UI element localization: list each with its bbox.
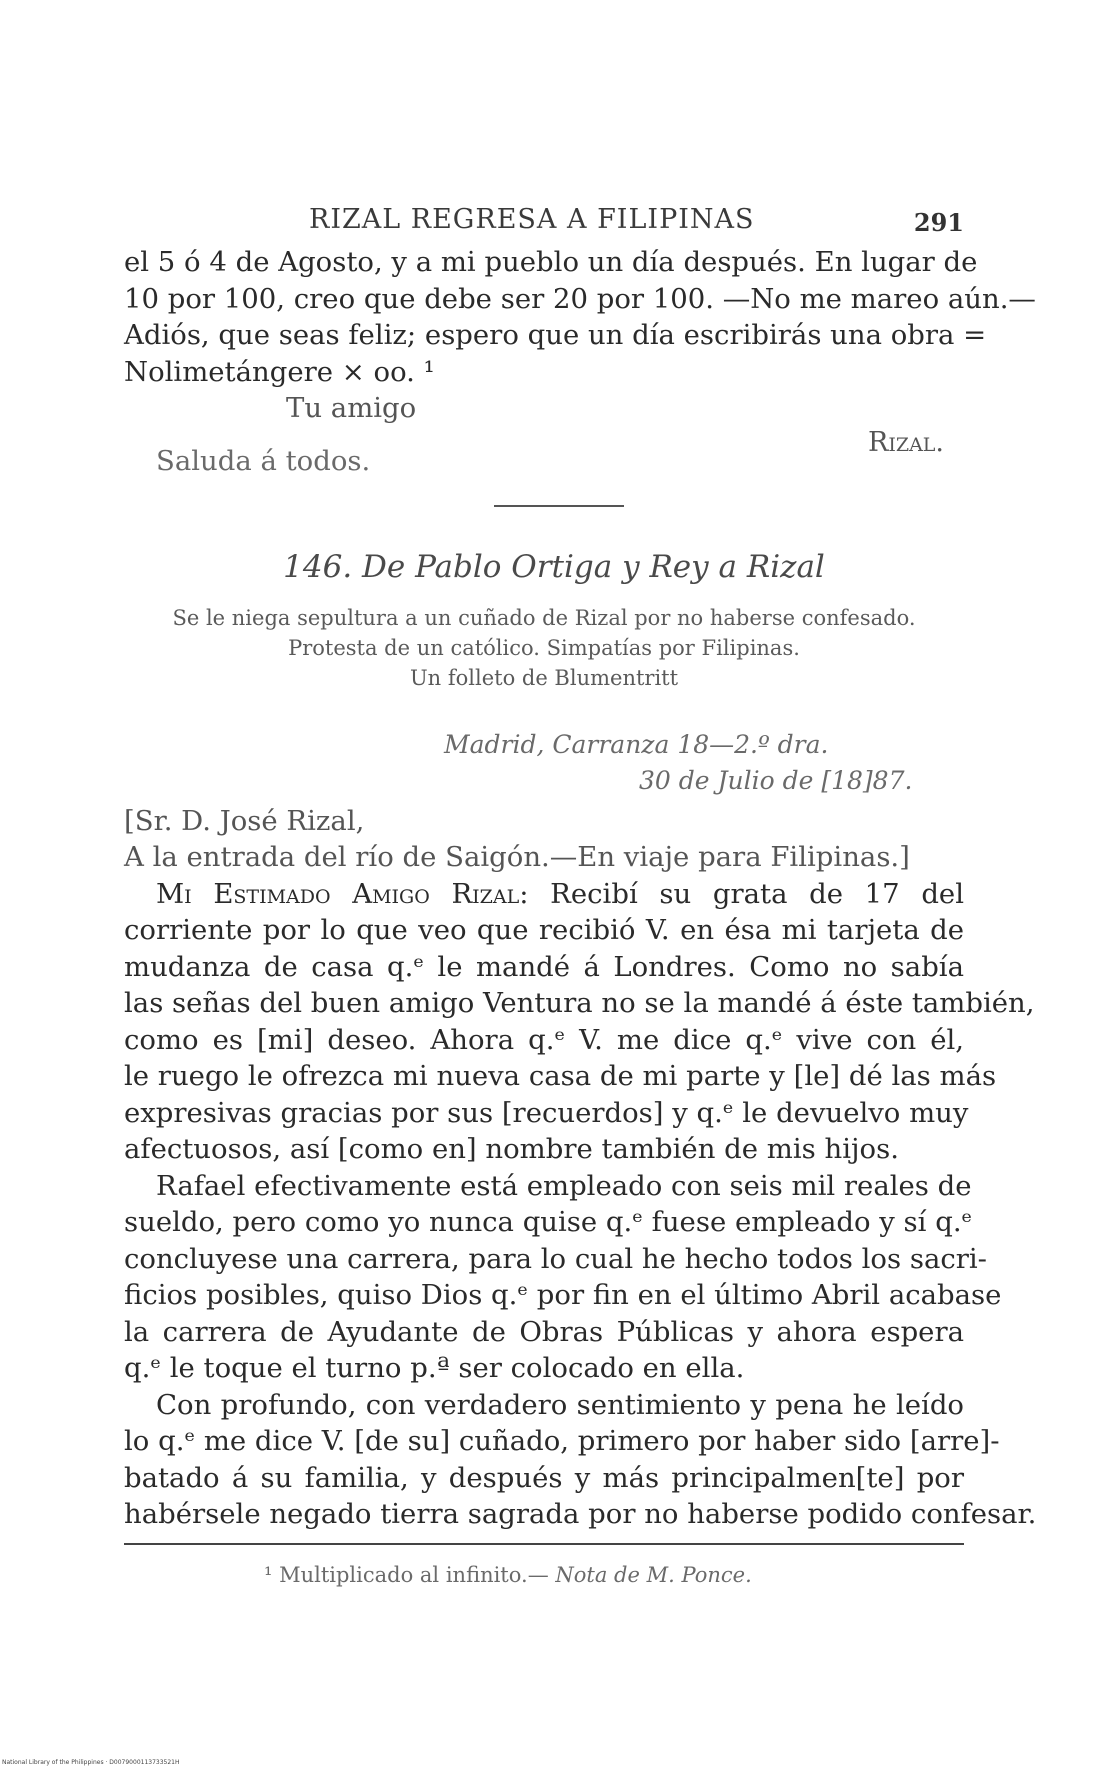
- address-line: A la entrada del río de Saigón.—En viaje para Filipinas.]: [124, 841, 910, 873]
- footnote: [124, 1563, 964, 1587]
- address-line: [Sr. D. José Rizal,: [124, 804, 365, 837]
- text-line: batado á su familia, y después y más principalmen[te] por: [124, 1461, 964, 1494]
- greeting-line: Saluda á todos.: [156, 444, 371, 477]
- footnote-rule: [124, 1543, 964, 1545]
- text-line: 10 por 100, creo que debe ser 20 por 100. —No me mareo aún.—: [124, 282, 1036, 315]
- footnote-attribution: Nota de M. Ponce.: [555, 1562, 752, 1587]
- letter-heading: 146. De Pablo Ortiga y Rey a Rizal: [283, 548, 825, 585]
- text-line: mudanza de casa q.ᵉ le mandé á Londres. Como no sabía: [124, 950, 964, 983]
- text-line: sueldo, pero como yo nunca quise q.ᵉ fuese empleado y sí q.ᵉ: [124, 1206, 973, 1238]
- text-line: como es [mi] deseo. Ahora q.ᵉ V. me dice q.ᵉ vive con él,: [124, 1023, 964, 1056]
- text-line: corriente por lo que veo que recibió V. en ésa mi tarjeta de: [124, 914, 964, 946]
- text-line: expresivas gracias por sus [recuerdos] y q.ᵉ le devuelvo muy: [124, 1096, 969, 1129]
- letter-body: [124, 876, 1037, 1533]
- section-divider: [494, 505, 624, 507]
- text-line: Rafael efectivamente está empleado con seis mil reales de: [156, 1169, 972, 1202]
- scan-credit: National Library of the Philippines · D0079000113733521H: [2, 1759, 180, 1766]
- letter-summary: [124, 603, 964, 693]
- text-line: Nolimetángere × oo. ¹: [124, 355, 435, 388]
- signature: Rizal.: [868, 426, 944, 458]
- text-line: afectuosos, así [como en] nombre también de mis hijos.: [124, 1133, 899, 1165]
- salutation-continuation: Recibí su grata de 17 del: [550, 877, 965, 910]
- footnote-text: ¹ Multiplicado al infinito.—: [264, 1562, 549, 1587]
- running-head: [124, 196, 964, 244]
- book-page: [124, 196, 1037, 1587]
- salutation-line: [124, 876, 964, 913]
- place-line: Madrid, Carranza 18—2.º dra.: [444, 729, 829, 759]
- summary-line: Un folleto de Blumentritt: [409, 665, 679, 690]
- date-line: 30 de Julio de [18]87.: [639, 765, 913, 795]
- dateline: [124, 727, 964, 799]
- text-line: Adiós, que seas feliz; espero que un día escribirás una obra =: [124, 319, 987, 351]
- text-line: q.ᵉ le toque el turno p.ª ser colocado en ella.: [124, 1352, 745, 1384]
- summary-line: Se le niega sepultura a un cuñado de Rizal por no haberse confesado.: [172, 605, 916, 630]
- text-line: la carrera de Ayudante de Obras Públicas y ahora espera: [124, 1315, 964, 1348]
- text-line: el 5 ó 4 de Agosto, y a mi pueblo un día después. En lugar de: [124, 246, 978, 278]
- address-block: [124, 803, 964, 876]
- text-line: lo q.ᵉ me dice V. [de su] cuñado, primero por haber sido [arre]-: [124, 1425, 1000, 1457]
- text-line: ficios posibles, quiso Dios q.ᵉ por fin en el último Abril acabase: [124, 1279, 1002, 1311]
- text-line: habérsele negado tierra sagrada por no haberse podido confesar.: [124, 1498, 1037, 1530]
- letter-closing: Tu amigo: [286, 392, 417, 424]
- signature-row: [124, 427, 964, 483]
- text-line: las señas del buen amigo Ventura no se la mandé á éste también,: [124, 987, 1035, 1019]
- previous-letter-ending: [124, 244, 1036, 483]
- summary-line: Protesta de un católico. Simpatías por Filipinas.: [288, 635, 800, 660]
- text-line: le ruego le ofrezca mi nueva casa de mi parte y [le] dé las más: [124, 1060, 997, 1092]
- salutation: Mi Estimado Amigo Rizal:: [156, 877, 529, 910]
- page-number: 291: [913, 208, 964, 237]
- text-line: concluyese una carrera, para lo cual he hecho todos los sacri-: [124, 1242, 987, 1275]
- text-line: Con profundo, con verdadero sentimiento y pena he leído: [156, 1388, 964, 1421]
- running-title: RIZAL REGRESA A FILIPINAS: [309, 204, 755, 235]
